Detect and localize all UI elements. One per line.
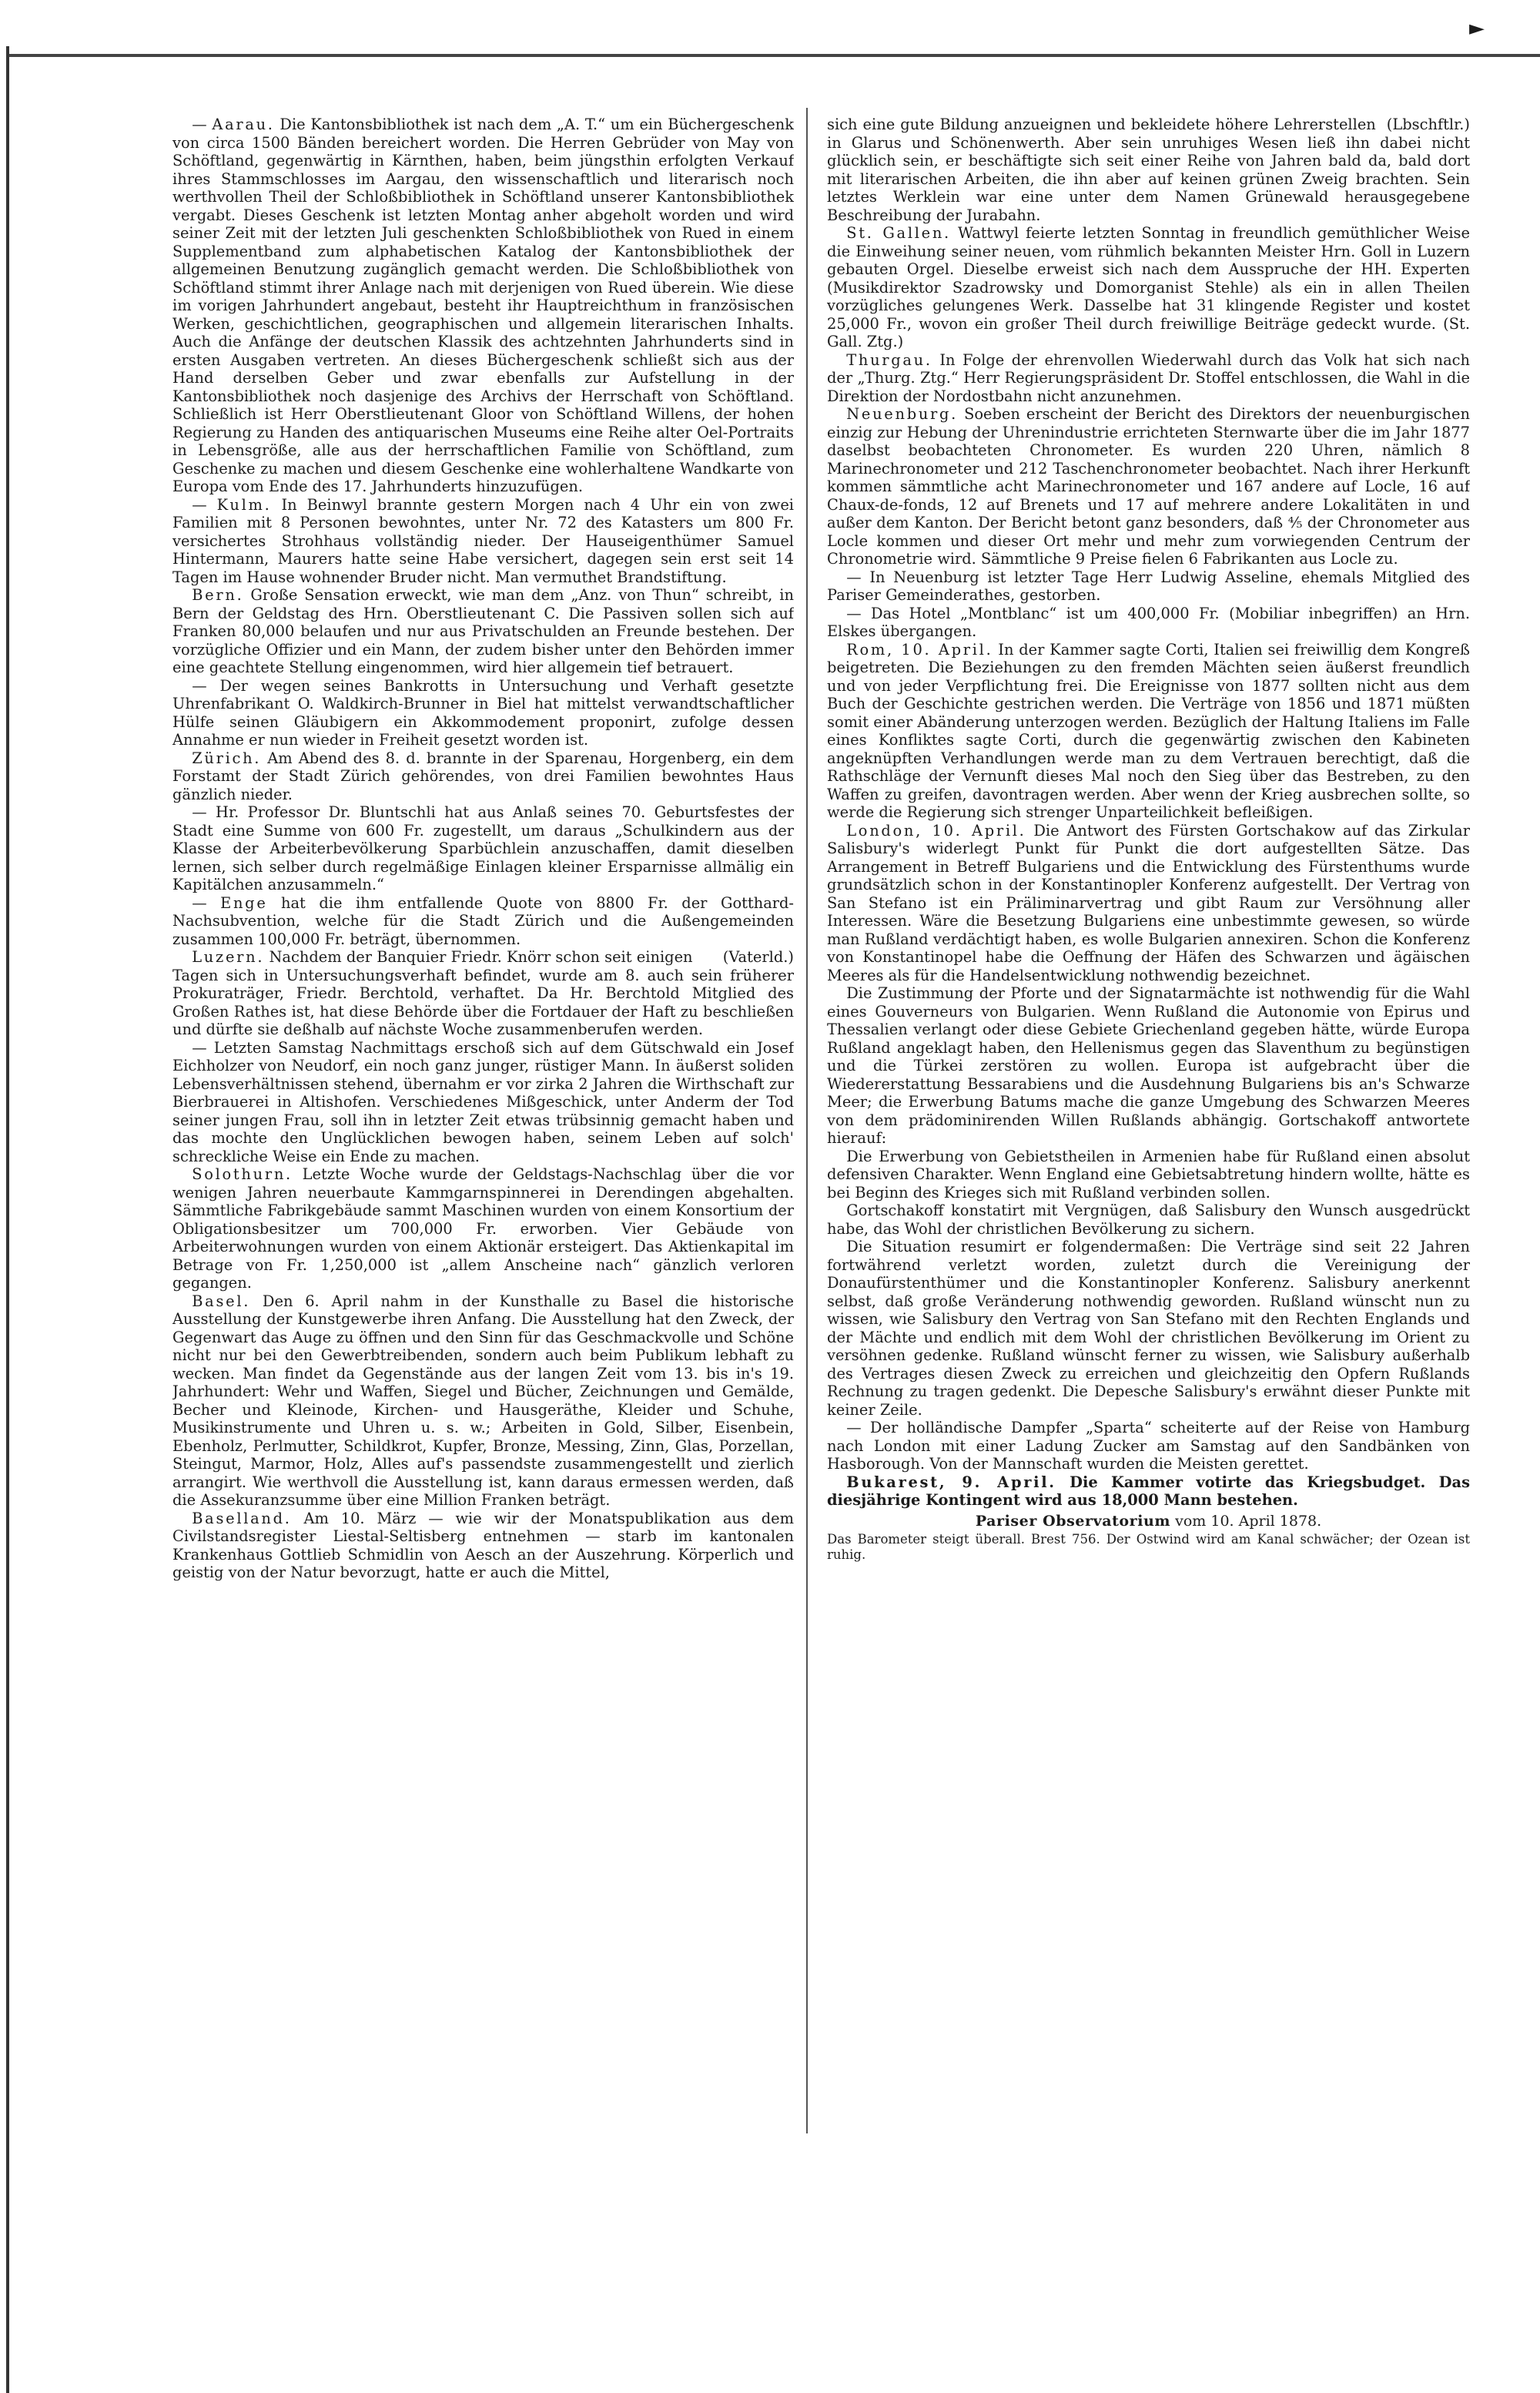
article-paragraph (827, 822, 1470, 985)
article-paragraph (172, 677, 794, 749)
article-paragraph (827, 984, 1470, 1148)
article-dash: — (192, 116, 213, 133)
article-paragraph (827, 1419, 1470, 1473)
article-paragraph (827, 1473, 1470, 1510)
article-paragraph (827, 1238, 1470, 1419)
article-dateline: Baselland. (192, 1509, 292, 1527)
article-paragraph (827, 605, 1470, 641)
article-paragraph (172, 1510, 794, 1582)
column-divider (806, 108, 808, 2133)
article-dateline: Neuenburg. (846, 405, 959, 423)
article-paragraph (172, 1039, 794, 1166)
article-text: Das Hotel „Montblanc“ ist um 400,000 Fr. (Mobiliar inbegriffen) an Hrn. Elskes übergangen. (827, 604, 1470, 640)
article-dateline: Thurgau. (846, 350, 932, 369)
article-text: Der holländische Dampfer „Sparta“ scheiterte auf der Reise von Hamburg nach London mit einer Ladung Zucker am Samstag auf den Sandbänken von Hasborough. Von der Mannschaft wurden die Meisten gerettet. (827, 1419, 1470, 1473)
article-paragraph (172, 1165, 794, 1292)
article-dash: — (846, 568, 870, 586)
article-text: In Neuenburg ist letzter Tage Herr Ludwig Asseline, ehemals Mitglied des Pariser Gemeinderathes, gestorben. (827, 568, 1470, 604)
page-top-border (8, 54, 1540, 57)
article-paragraph (827, 568, 1470, 605)
article-paragraph (172, 749, 794, 804)
article-paragraph (827, 1202, 1470, 1238)
observatory-heading (827, 1513, 1470, 1531)
article-dateline: Enge (220, 893, 268, 912)
article-paragraph (172, 586, 794, 677)
article-text: In Beinwyl brannte gestern Morgen nach 4 Uhr ein von zwei Familien mit 8 Personen bewohntes, unter Nr. 72 des Katasters um 800 Fr. versichertes Strohhaus vollständig nieder. Der Hauseigenthümer Samuel Hintermann, Maurers hatte seine Habe versichert, dagegen sein erst seit 14 Tagen im Hause wohnender Bruder nicht. Man vermuthet Brandstiftung. (172, 495, 794, 586)
article-paragraph (827, 405, 1470, 568)
article-text: sich eine gute Bildung anzueignen und bekleidete höhere Lehrerstellen in Glarus und Schönenwerth. Aber sein unruhiges Wesen ließ ihn dabei nicht glücklich sein, er beschäftigte sich seit einer Reihe von Jahren bald da, bald dort mit literarischen Arbeiten, die ihn aber auf keinen grünen Zweig brachten. Sein letztes Werklein war eine unter dem Namen Grünewald herausgegebene Beschreibung der Jurabahn. (827, 116, 1470, 224)
article-text: Am 10. März — wie wir der Monatspublikation aus dem Civilstandsregister Liestal-Seltisberg entnehmen — starb im kantonalen Krankenhaus Gottlieb Schmidlin von Aesch an der Auszehrung. Körperlich und geistig von der Natur bevorzugt, hatte er auch die Mittel, (172, 1509, 794, 1581)
article-dateline: Aarau. (212, 116, 275, 133)
article-dateline: Rom, 10. April. (846, 640, 993, 659)
article-dash: — (846, 604, 872, 622)
article-paragraph (172, 803, 794, 894)
article-dateline: Zürich. (192, 749, 262, 767)
article-dateline: Luzern. (192, 948, 265, 966)
article-text: Die Situation resumirt er folgendermaßen: Die Verträge sind seit 22 Jahren fortwährend verletzt worden, zuletzt durch die Vereinigung der Donaufürstenthümer und die Konstantinopler Konferenz. Salisbury anerkennt selbst, daß große Veränderung nothwendig geworden. Rußland wünscht nun zu wissen, wie Salisbury den Vertrag von San Stefano mit den Rechten Englands und der Mächte und endlich mit dem Wohl der christlichen Bevölkerung im Orient zu versöhnen gedenke. Rußland wünscht ferner zu wissen, wie Salisbury außerhalb des Vertrages diesen Zweck zu erreichen und gleichzeitig den Opfern Rußlands Rechnung zu tragen gedenkt. Die Depesche Salisbury's erwähnt dieser Punkte mit keiner Zeile. (827, 1238, 1470, 1419)
article-dash: — (192, 803, 216, 821)
article-dash: — (192, 676, 220, 695)
article-dash: — (192, 1038, 214, 1057)
article-paragraph (172, 496, 794, 587)
article-text: Letzte Woche wurde der Geldstags-Nachschlag über die vor wenigen Jahren neuerbaute Kammgarnspinnerei in Derendingen abgehalten. Sämmtliche Fabrikgebäude sammt Maschinen wurden von einem Konsortium der Obligationsbesitzer um 700,000 Fr. erworben. Vier Gebäude von Arbeiterwohnungen wurden von einem Aktionär ersteigert. Das Aktienkapital im Betrage von Fr. 1,250,000 ist „allem Anscheine nach“ gänzlich verloren gegangen. (172, 1165, 794, 1292)
article-paragraph (172, 948, 794, 1039)
article-paragraph (827, 351, 1470, 406)
article-text: Wattwyl feierte letzten Sonntag in freundlich gemüthlicher Weise die Einweihung seiner neuen, vom rühmlich bekannten Meister Hrn. Goll in Luzern gebauten Orgel. Dieselbe erweist sich nach dem Ausspruche der HH. Experten (Musikdirektor Szadrowsky und Domorganist Stehle) als ein in allen Theilen vorzügliches gelungenes Werk. Dasselbe hat 31 klingende Register und kostet 25,000 Fr., wovon ein großer Theil durch freiwillige Beiträge gedeckt wurde. (St. Gall. Ztg.) (827, 224, 1470, 350)
left-column (172, 116, 794, 2326)
article-text: Hr. Professor Dr. Bluntschli hat aus Anlaß seines 70. Geburtsfestes der Stadt eine Summe von 600 Fr. zugestellt, um daraus „Schulkindern aus der Klasse der Arbeiterbevölkerung Sparbüchlein anzuschaffen, damit dieselben lernen, sich selber durch regelmäßige Einlagen kleiner Ersparnisse allmälig ein Kapitälchen anzusammeln.“ (172, 803, 794, 893)
article-paragraph (172, 894, 794, 949)
article-dash: — (192, 495, 217, 514)
article-paragraph (827, 1148, 1470, 1202)
article-text: Die Erwerbung von Gebietstheilen in Armenien habe für Rußland einen absolut defensiven Charakter. Wenn England eine Gebietsabtretung hindern wollte, hätte es bei Beginn des Krieges sich mit Rußland verbinden sollen. (827, 1147, 1470, 1202)
article-paragraph (827, 641, 1470, 822)
article-text: Die Zustimmung der Pforte und der Signatarmächte ist nothwendig für die Wahl eines Gouverneurs von Bulgarien. Wenn Rußland die Autonomie von Epirus und Thessalien verlangt oder diese Gebiete Griechenland gegeben hätte, würde Europa Rußland angeklagt haben, den Hellenismus gegen das Slaventhum zu begünstigen und die Türkei zerstören zu wollen. Europa ist aufgebracht über die Wiedererstattung Bessarabiens und die Ausdehnung Bulgariens bis an's Schwarze Meer; die Erwerbung Batums mache die ganze Umgebung des Schwarzen Meeres von dem prädominirenden Willen Rußlands abhängig. Gortschakoff antwortete hierauf: (827, 984, 1470, 1147)
observatory-text: Das Barometer steigt überall. Brest 756. Der Ostwind wird am Kanal schwächer; der Ozean ist ruhig. (827, 1532, 1470, 1562)
article-text: Die Kantonsbibliothek ist nach dem „A. T.“ um ein Büchergeschenk von circa 1500 Bänden bereichert worden. Die Herren Gebrüder von May von Schöftland, gegenwärtig in Kärnthen, haben, beim jüngsthin erfolgten Verkauf ihres Stammschlosses im Aargau, den wissenschaftlich und literarisch noch werthvollen Theil der Schloßbibliothek in Schöftland unserer Kantonsbibliothek vergabt. Dieses Geschenk ist letzten Montag anher abgeholt worden und wird seiner Zeit mit der letzten Juli geschenkten Schloßbibliothek von Rued in einem Supplementband zum alphabetischen Katalog der Kantonsbibliothek der allgemeinen Benutzung zugänglich gemacht werden. Die Schloßbibliothek von Schöftland stimmt ihrer Anlage nach mit derjenigen von Rued überein. Wie diese im vorigen Jahrhundert angebaut, besteht ihr Hauptreichthum in französischen Werken, geschichtlichen, geographischen und allgemein literarischen Inhalts. Auch die Anfänge der deutschen Klassik des achtzehnten Jahrhunderts sind in ersten Ausgaben vertreten. An dieses Büchergeschenk schließt sich aus der Hand derselben Geber und zwar ebenfalls zur Aufstellung in der Kantonsbibliothek noch dasjenige des Archivs der Herrschaft von Schöftland. Schließlich ist Herr Oberstlieutenant Gloor von Schöftland Willens, der hohen Regierung zu Handen des antiquarischen Museums eine Reihe alter Oel-Portraits in Lebensgröße, alle aus der herrschaftlichen Familie von Schöftland, zum Geschenke zu machen und diesem Geschenke eine wohlerhaltene Wandkarte von Europa vom Ende des 17. Jahrhunderts hinzuzufügen. (172, 116, 794, 495)
article-text: Gortschakoff konstatirt mit Vergnügen, daß Salisbury den Wunsch ausgedrückt habe, das Wohl der christlichen Bevölkerung zu sichern. (827, 1202, 1470, 1238)
article-source: (Lbschftlr.) (1386, 116, 1470, 133)
article-text: hat die ihm entfallende Quote von 8800 Fr. der Gotthard-Nachsubvention, welche für die Stadt Zürich und die Außengemeinden zusammen 100,000 Fr. beträgt, übernommen. (172, 893, 794, 948)
article-dash: — (192, 893, 221, 912)
article-text: Die Antwort des Fürsten Gortschakow auf das Zirkular Salisbury's widerlegt Punkt für Punkt die dort aufgestellten Sätze. Das Arrangement in Betreff Bulgariens und die Entwicklung des Fürstenthums wurde grundsätzlich schon in der Konstantinopler Konferenz aufgestellt. Der Vertrag von San Stefano ist ein Präliminarvertrag und gibt Raum zur Versöhnung aller Interessen. Wäre die Besetzung Bulgariens eine unbestimmte gewesen, so würde man Rußland verdächtigt haben, es wolle Bulgarien annexiren. Schon die Konferenz von Konstantinopel habe die Oeffnung der Häfen des Schwarzen und ägäischen Meeres als für die Handelsentwicklung nothwendig bezeichnet. (827, 821, 1470, 984)
article-text: Letzten Samstag Nachmittags erschoß sich auf dem Gütschwald ein Josef Eichholzer von Neudorf, ein noch ganz junger, rüstiger Mann. In äußerst soliden Lebensverhältnissen stehend, übernahm er vor zirka 2 Jahren die Wirthschaft zur Bierbrauerei in Altishofen. Verschiedenes Mißgeschick, unter Anderm der Tod seiner jungen Frau, soll ihn in letzter Zeit etwas trübsinnig gemacht haben und das mochte den Unglücklichen bewogen haben, seinem Leben auf solch' schreckliche Weise ein Ende zu machen. (172, 1038, 794, 1165)
article-dash: — (846, 1419, 870, 1436)
article-text: Am Abend des 8. d. brannte in der Sparenau, Horgenberg, ein dem Forstamt der Stadt Zürich gehörendes, von drei Familien bewohntes Haus gänzlich nieder. (172, 749, 794, 803)
observatory-title: Pariser Observatorium (975, 1512, 1171, 1530)
article-text: Die Kammer votirte das Kriegsbudget. Das diesjährige Kontingent wird aus 18,000 Mann bestehen. (827, 1473, 1470, 1509)
article-text: Soeben erscheint der Bericht des Direktors der neuenburgischen einzig zur Hebung der Uhrenindustrie errichteten Sternwarte über die im Jahr 1877 daselbst beobachteten Chronometer. Es wurden 220 Uhren, nämlich 8 Marinechronometer und 212 Taschenchronometer beobachtet. Nach ihrer Herkunft kommen sämmtliche acht Marinechronometer und 167 andere auf Locle, 16 auf Chaux-de-fonds, 12 auf Brenets und 17 auf mehrere andere Lokalitäten in und außer dem Kanton. Der Bericht betont ganz besonders, daß ⁴⁄₅ der Chronometer aus Locle kommen und dieser Ort mehr und mehr zum vorwiegenden Centrum der Chronometrie wird. Sämmtliche 9 Preise fielen 6 Fabrikanten aus Locle zu. (827, 405, 1470, 568)
article-dateline: London, 10. April. (846, 821, 1026, 840)
article-dateline: Bukarest, 9. April. (846, 1473, 1056, 1491)
article-paragraph (827, 224, 1470, 351)
corner-mark: ► (1469, 17, 1485, 40)
article-paragraph (172, 116, 794, 496)
article-paragraph (827, 116, 1470, 224)
article-text: Den 6. April nahm in der Kunsthalle zu Basel die historische Ausstellung der Kunstgewerbe ihren Anfang. Die Ausstellung hat den Zweck, der Gegenwart das Auge zu öffnen und den Sinn für das Geschmackvolle und Schöne nicht nur bei den Gewerbtreibenden, sondern auch beim Publikum lebhaft zu wecken. Man findet da Gegenstände aus der langen Zeit vom 13. bis in's 19. Jahrhundert: Wehr und Waffen, Siegel und Bücher, Zeichnungen und Gemälde, Becher und Kleinode, Kirchen- und Hausgeräthe, Kleider und Schuhe, Musikinstrumente und Uhren u. s. w.; Arbeiten in Gold, Silber, Eisenbein, Ebenholz, Perlmutter, Schildkrot, Kupfer, Bronze, Messing, Zinn, Glas, Porzellan, Steingut, Marmor, Holz, Alles auf's passendste zusammengestellt und zierlich arrangirt. Wie werthvoll die Ausstellung ist, kann daraus ermessen werden, daß die Assekuranzsumme über eine Million Franken beträgt. (172, 1292, 794, 1509)
right-articles (827, 116, 1470, 1510)
article-text: In der Kammer sagte Corti, Italien sei freiwillig dem Kongreß beigetreten. Die Beziehungen zu den fremden Mächten seien äußerst freundlich und von jeder Verpflichtung frei. Die Ereignisse von 1877 sollten nicht aus dem Buch der Geschichte gestrichen werden. Die Verträge von 1856 und 1871 müßten somit einer Abänderung unterzogen werden. Bezüglich der Haltung Italiens im Falle eines Konfliktes sagte Corti, durch die gegenwärtig zwischen den Kabineten angeknüpften Verhandlungen werde man zu dem Vertrauen berechtigt, daß die Rathschläge der Vernunft dieses Mal noch den Sieg über das Bestreben, zu den Waffen zu greifen, davontragen werden. Aber wenn der Krieg ausbrechen sollte, so werde die Regierung sich strenger Unparteilichkeit befleißigen. (827, 640, 1470, 821)
article-dateline: Basel. (192, 1292, 251, 1310)
page-left-border (6, 46, 9, 2393)
article-paragraph (172, 1292, 794, 1510)
observatory-date: vom 10. April 1878. (1170, 1512, 1322, 1530)
article-dateline: Solothurn. (192, 1165, 293, 1183)
right-column (827, 116, 1470, 2326)
article-text: In Folge der ehrenvollen Wiederwahl durch das Volk hat sich nach der „Thurg. Ztg.“ Herr Regierungspräsident Dr. Stoffel entschlossen, die Wahl in die Direktion der Nordostbahn nicht anzunehmen. (827, 350, 1470, 405)
article-text: Der wegen seines Bankrotts in Untersuchung und Verhaft gesetzte Uhrenfabrikant O. Waldkirch-Brunner in Biel hat mittelst verwandtschaftlicher Hülfe seinen Gläubigern ein Akkommodement proponirt, zufolge dessen Annahme er nun wieder in Freiheit gesetzt worden ist. (172, 676, 794, 749)
article-source: (Vaterld.) (722, 948, 794, 966)
article-text: Große Sensation erweckt, wie man dem „Anz. von Thun“ schreibt, in Bern der Geldstag des Hrn. Oberstlieutenant C. Die Passiven sollen sich auf Franken 80,000 belaufen und nur aus Privatschulden an Freunde bestehen. Der vorzügliche Offizier und ein Mann, der zudem bisher unter den Behörden immer eine geachtete Stellung eingenommen, wird hier allgemein tief betrauert. (172, 586, 794, 676)
article-text: Nachdem der Banquier Friedr. Knörr schon seit einigen Tagen sich in Untersuchungsverhaft befindet, wurde am 8. auch sein früherer Prokuraträger, Friedr. Berchtold, verhaftet. Da Hr. Berchtold Mitglied des Großen Rathes ist, hat diese Behörde über die Fortdauer der Haft zu beschließen und dürfte sie deßhalb auf nächste Woche zusammenberufen werden. (172, 948, 794, 1038)
article-dateline: Kulm. (216, 495, 272, 514)
article-dateline: Bern. (192, 586, 244, 604)
article-dateline: St. Gallen. (846, 224, 951, 242)
